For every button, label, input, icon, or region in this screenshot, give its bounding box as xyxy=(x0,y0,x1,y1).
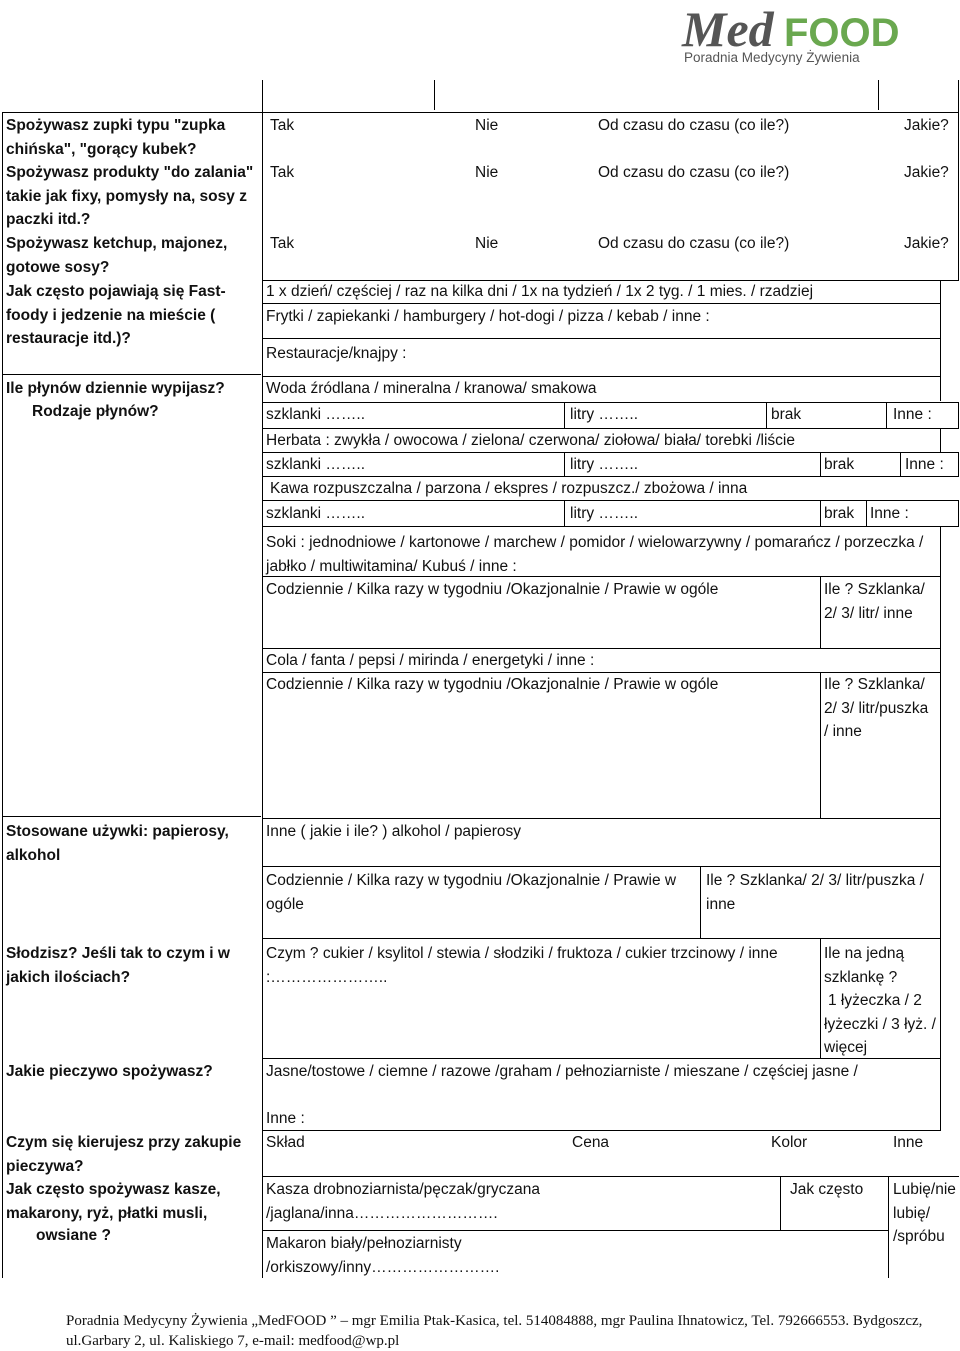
question-instant-soups: Spożywasz zupki typu "zupka chińska", "gorący kubek? xyxy=(6,117,226,158)
coffee-none[interactable]: brak xyxy=(824,505,855,522)
grid-line xyxy=(958,402,959,428)
medfood-logo-graphic xyxy=(680,0,960,72)
option-tak[interactable]: Tak xyxy=(270,235,295,252)
tea-none[interactable]: brak xyxy=(824,456,855,473)
grains-makaron[interactable]: Makaron biały/pełnoziarnisty /orkiszowy/inny……………………. xyxy=(266,1235,500,1276)
grid-line xyxy=(940,672,941,818)
juice-frequency[interactable]: Codziennie / Kilka razy w tygodniu /Okazjonalnie / Prawie w ogóle xyxy=(266,581,719,598)
question-grains: Jak często spożywasz kasze, makarony, ryż, płatki musli, xyxy=(6,1181,221,1222)
grid-line xyxy=(878,80,879,110)
stimulants-frequency[interactable]: Codziennie / Kilka razy w tygodniu /Okazjonalnie / Prawie w ogóle xyxy=(266,872,677,913)
option-nie[interactable]: Nie xyxy=(475,117,499,134)
grid-line xyxy=(940,938,941,1058)
grid-line xyxy=(940,280,941,378)
grid-line xyxy=(940,648,941,672)
grid-line xyxy=(900,452,901,476)
question-sauces: Spożywasz ketchup, majonez, gotowe sosy? xyxy=(6,235,228,276)
criteria-price[interactable]: Cena xyxy=(572,1134,610,1151)
juice-types[interactable]: Soki : jednodniowe / kartonowe / marchew / pomidor / wielowarzywny / pomarańcz / porzeczka / jabłko / multiwitamina/ Kubuś / inne : xyxy=(266,534,924,575)
grid-line xyxy=(888,1176,889,1278)
page-footer: Poradnia Medycyny Żywienia „MedFOOD ” – mgr Emilia Ptak-Kasica, tel. 514084888, mgr Paulina Ihnatowicz, Tel. 792666553. Bydgoszcz, ul.Garbary 2, ul. Kaliskiego 7, e-mail: medfood@wp.pl xyxy=(66,1313,923,1349)
option-nie[interactable]: Nie xyxy=(475,164,499,181)
sweetener-amount-label: Ile na jedną szklankę ? xyxy=(824,945,905,986)
grid-line xyxy=(820,576,821,648)
soda-amount[interactable]: Ile ? Szklanka/ 2/ 3/ litr/puszka / inne xyxy=(824,676,929,740)
option-sometimes[interactable]: Od czasu do czasu (co ile?) xyxy=(598,235,790,252)
grid-line xyxy=(820,452,821,476)
grid-line xyxy=(262,1230,888,1231)
grid-line xyxy=(866,500,867,526)
grid-line xyxy=(434,80,435,110)
grid-line xyxy=(940,526,941,576)
question-bread-criteria: Czym się kierujesz przy zakupie pieczywa? xyxy=(6,1134,242,1175)
stimulants-field[interactable]: Inne ( jakie i ile? ) alkohol / papierosy xyxy=(266,823,522,840)
grid-line xyxy=(564,452,565,476)
grid-line xyxy=(262,818,941,819)
grid-line xyxy=(780,1176,781,1230)
logo-med-text: Med xyxy=(682,1,774,57)
water-none[interactable]: brak xyxy=(771,406,802,423)
grid-line xyxy=(700,866,701,938)
grid-line xyxy=(262,1176,959,1177)
question-instant-products: Spożywasz produkty "do zalania" takie jak fixy, pomysły na, sosy z paczki itd.? xyxy=(6,164,254,228)
question-grains-cont: owsiane ? xyxy=(36,1227,111,1244)
grid-line xyxy=(940,576,941,648)
tea-liters[interactable]: litry …….. xyxy=(570,456,639,473)
soda-types[interactable]: Cola / fanta / pepsi / mirinda / energetyki / inne : xyxy=(266,652,595,669)
sweetener-spoons[interactable]: 1 łyżeczka / 2 łyżeczki / 3 łyż. / więcej xyxy=(824,992,936,1056)
grid-line xyxy=(2,112,3,1278)
option-nie[interactable]: Nie xyxy=(475,235,499,252)
grid-line xyxy=(940,818,941,866)
grains-frequency-label: Jak często xyxy=(790,1181,864,1198)
option-which[interactable]: Jakie? xyxy=(904,235,949,252)
grid-line xyxy=(958,500,959,526)
option-which[interactable]: Jakie? xyxy=(904,117,949,134)
grid-line xyxy=(262,866,941,867)
soda-frequency[interactable]: Codziennie / Kilka razy w tygodniu /Okazjonalnie / Prawie w ogóle xyxy=(266,676,719,693)
question-fluids-amount: Ile płynów dziennie wypijasz? xyxy=(6,380,225,397)
grid-line xyxy=(2,374,261,375)
option-tak[interactable]: Tak xyxy=(270,164,295,181)
grid-line xyxy=(766,402,767,428)
criteria-composition[interactable]: Skład xyxy=(266,1134,305,1151)
coffee-liters[interactable]: litry …….. xyxy=(570,505,639,522)
grid-line xyxy=(886,402,887,428)
grid-line xyxy=(2,112,959,113)
water-glasses[interactable]: szklanki …….. xyxy=(266,406,366,423)
grid-line xyxy=(940,1058,941,1130)
water-liters[interactable]: litry …….. xyxy=(570,406,639,423)
grid-line xyxy=(820,672,821,818)
tea-types[interactable]: Herbata : zwykła / owocowa / zielona/ czerwona/ ziołowa/ biała/ torebki /liście xyxy=(266,432,795,449)
grid-line xyxy=(940,376,941,401)
medfood-logo xyxy=(680,0,960,72)
option-sometimes[interactable]: Od czasu do czasu (co ile?) xyxy=(598,117,790,134)
grid-line xyxy=(564,500,565,526)
sweetener-types[interactable]: Czym ? cukier / ksylitol / stewia / słodziki / fruktoza / cukier trzcinowy / inne :………………….. xyxy=(266,945,778,986)
grid-line xyxy=(262,338,941,339)
grid-line xyxy=(940,866,941,938)
fast-food-types[interactable]: Frytki / zapiekanki / hamburgery / hot-dogi / pizza / kebab / inne : xyxy=(266,308,710,325)
option-tak[interactable]: Tak xyxy=(270,117,295,134)
coffee-other[interactable]: Inne : xyxy=(870,505,909,522)
restaurants-field[interactable]: Restauracje/knajpy : xyxy=(266,345,407,362)
option-sometimes[interactable]: Od czasu do czasu (co ile?) xyxy=(598,164,790,181)
fast-food-frequency[interactable]: 1 x dzień/ częściej / raz na kilka dni / 1x na tydzień / 1x 2 tyg. / 1 mies. / rzadziej xyxy=(266,283,814,300)
criteria-other[interactable]: Inne xyxy=(893,1134,924,1151)
question-stimulants: Stosowane używki: papierosy, alkohol xyxy=(6,823,229,864)
grid-line xyxy=(820,500,821,526)
water-other[interactable]: Inne : xyxy=(893,406,932,423)
grid-line xyxy=(2,816,261,817)
logo-subtitle: Poradnia Medycyny Żywienia xyxy=(684,50,860,65)
juice-amount[interactable]: Ile ? Szklanka/ 2/ 3/ litr/ inne xyxy=(824,581,925,622)
grid-line xyxy=(262,526,959,527)
coffee-types[interactable]: Kawa rozpuszczalna / parzona / ekspres / rozpuszcz./ zbożowa / inna xyxy=(270,480,748,497)
question-bread: Jakie pieczywo spożywasz? xyxy=(6,1063,213,1080)
grains-kasza[interactable]: Kasza drobnoziarnista/pęczak/gryczana /jaglana/inna………………………. xyxy=(266,1181,540,1222)
tea-other[interactable]: Inne : xyxy=(905,456,944,473)
water-types[interactable]: Woda źródlana / mineralna / kranowa/ smakowa xyxy=(266,380,597,397)
grid-line xyxy=(958,80,959,280)
bread-other[interactable]: Inne : xyxy=(266,1110,305,1127)
grid-line xyxy=(262,80,263,1278)
grid-line xyxy=(262,938,941,939)
coffee-glasses[interactable]: szklanki …….. xyxy=(266,505,366,522)
grid-line xyxy=(958,452,959,476)
grains-preference[interactable]: Lubię/nie lubię/ /spróbu xyxy=(893,1181,956,1245)
stimulants-amount[interactable]: Ile ? Szklanka/ 2/ 3/ litr/puszka / inne xyxy=(706,872,924,913)
grid-line xyxy=(940,428,941,452)
logo-food-text: FOOD xyxy=(784,11,900,55)
option-which[interactable]: Jakie? xyxy=(904,164,949,181)
question-fluids-types: Rodzaje płynów? xyxy=(32,403,159,420)
bread-types[interactable]: Jasne/tostowe / ciemne / razowe /graham / pełnoziarniste / mieszane / częściej jasne / xyxy=(266,1063,858,1080)
tea-glasses[interactable]: szklanki …….. xyxy=(266,456,366,473)
grid-line xyxy=(820,938,821,1058)
criteria-color[interactable]: Kolor xyxy=(771,1134,808,1151)
grid-line xyxy=(564,402,565,428)
question-fast-food: Jak często pojawiają się Fast-foody i jedzenie na mieście ( restauracje itd.)? xyxy=(6,283,226,347)
question-sweetening: Słodzisz? Jeśli tak to czym i w jakich ilościach? xyxy=(6,945,230,986)
